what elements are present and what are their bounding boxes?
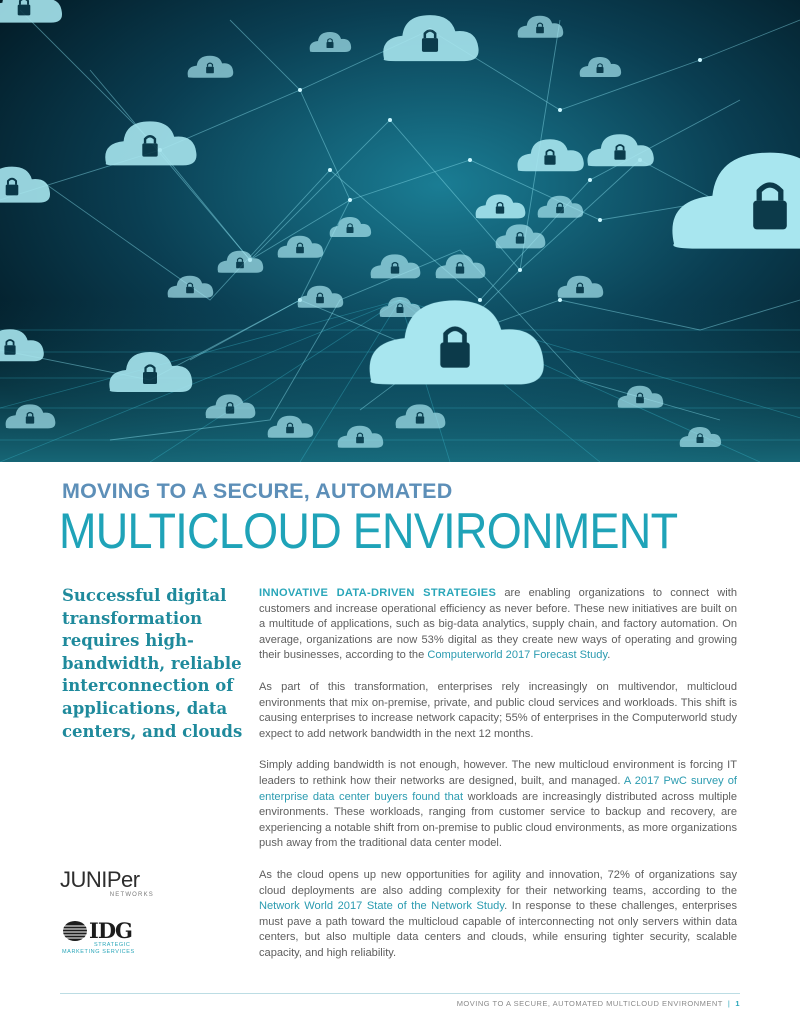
footer-separator: | — [727, 999, 731, 1008]
pwc-survey-link[interactable]: A 2017 PwC survey of enterprise data center buyers found that — [259, 774, 737, 803]
cloud-network-illustration — [0, 0, 800, 462]
juniper-logo — [60, 869, 160, 899]
idg-subtitle-2: MARKETING SERVICES — [62, 949, 135, 955]
sidebar-pull-quote: Successful digital transformation requires high-bandwidth, reliable interconnection of applications, data centers, and clouds — [62, 586, 243, 741]
idg-wordmark: IDG — [89, 918, 132, 943]
juniper-subtitle: NETWORKS — [109, 892, 154, 898]
paragraph-1-text: are enabling organizations to connect with customers and increase operational efficiency as never before. These new initiatives are built on a multitude of applications, such as big-data analytics, supply chain, and factory automation. On average, organizations are now 53% digital as they create new ways of operating and growing their businesses, according to the — [259, 587, 737, 662]
paragraph-3-end: workloads are increasingly distributed across multiple environments. These workloads, ranging from customer service to backup and recovery, are experiencing a notable shift from on-premise to public cloud environments, as more organizations push away from the traditional data center model. — [259, 790, 737, 850]
idg-logo — [62, 920, 152, 956]
idg-globe-icon — [62, 920, 88, 942]
paragraph-1 — [259, 586, 737, 664]
paragraph-4 — [259, 868, 737, 962]
page-title: MULTICLOUD ENVIRONMENT — [59, 503, 678, 559]
lead-in: INNOVATIVE DATA-DRIVEN STRATEGIES — [259, 587, 497, 599]
paragraph-3-text: Simply adding bandwidth is not enough, however. The new multicloud environment is forcing IT leaders to rethink how their networks are designed, built, and managed. — [259, 759, 737, 787]
footer-divider — [60, 993, 740, 994]
paragraph-2-text: As part of this transformation, enterprises rely increasingly on multivendor, multicloud environments that mix on-premise, private, and public cloud services and workloads. This shift is causing enterprises to increase network capacity; 55% of enterprises in the Computerworld study expect to add network bandwidth in the next 12 months. — [259, 680, 737, 740]
page-footer — [457, 999, 740, 1008]
juniper-wordmark: JUNIPer — [60, 867, 140, 892]
page-number: 1 — [735, 999, 740, 1008]
computerworld-study-link[interactable]: Computerworld 2017 Forecast Study — [427, 649, 608, 662]
hero-image — [0, 0, 800, 462]
footer-title: MOVING TO A SECURE, AUTOMATED MULTICLOUD ENVIRONMENT — [456, 999, 723, 1008]
paragraph-4-text: As the cloud opens up new opportunities for agility and innovation, 72% of organizations say cloud deployments are also adding complexity for their networking teams, according to the — [259, 868, 737, 897]
header-kicker: MOVING TO A SECURE, AUTOMATED — [62, 479, 453, 503]
network-world-study-link[interactable]: Network World 2017 State of the Network Study — [259, 900, 505, 913]
idg-subtitle-1: STRATEGIC — [94, 942, 131, 948]
paragraph-4-end: . In response to these challenges, enterprises must pave a path toward the multicloud capable of interconnecting not only servers within data centers, but also multiple data centers and clouds, while ensuring tighter security, scalable capacity, and high reliability. — [259, 900, 737, 959]
paragraph-1-end: . — [607, 649, 611, 662]
body-text — [259, 586, 737, 977]
paragraph-2 — [259, 680, 737, 742]
paragraph-3 — [259, 758, 737, 852]
